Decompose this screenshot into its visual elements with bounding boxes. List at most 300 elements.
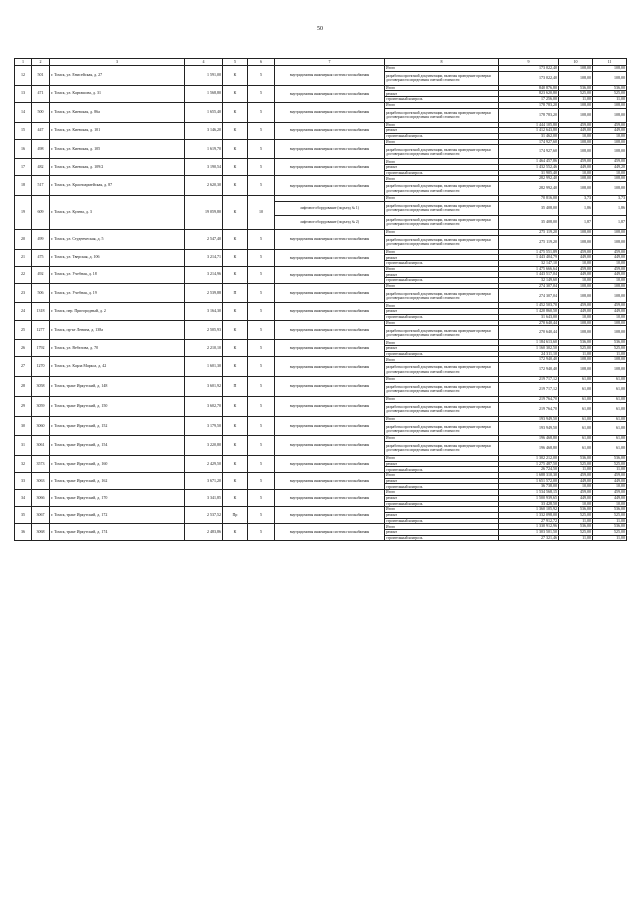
unit-cost: 108,00	[559, 182, 593, 196]
cost-sum: 823 620,80	[499, 91, 559, 97]
max-unit-cost: 61,00	[593, 396, 627, 402]
unit-cost: 61,00	[559, 377, 593, 383]
max-unit-cost: 108,00	[593, 139, 627, 145]
cost-sum: 24 311,10	[499, 351, 559, 357]
cost-sum: 178 783,20	[499, 102, 559, 108]
max-unit-cost: 108,00	[593, 182, 627, 196]
max-unit-cost: 61,00	[593, 402, 627, 416]
work-type: Итого	[385, 196, 499, 202]
row-number: 25	[15, 320, 32, 340]
unit-cost: 108,00	[559, 229, 593, 235]
total-area: 3 190,54	[185, 159, 223, 176]
cost-sum: 275 119,20	[499, 235, 559, 249]
wall-type: К	[223, 249, 248, 266]
house-id: 482	[32, 159, 50, 176]
max-unit-cost: 108,00	[593, 71, 627, 85]
system-name: внутридомовая инженерная система газоснабжения	[275, 436, 385, 456]
house-id: 1318	[32, 303, 50, 320]
cost-sum: 274 307,04	[499, 283, 559, 289]
capital-repair-table	[14, 58, 627, 541]
system-name: внутридомовая инженерная система газоснабжения	[275, 416, 385, 436]
max-unit-cost: 449,00	[593, 255, 627, 261]
unit-cost: 108,00	[559, 102, 593, 108]
row-number: 21	[15, 249, 32, 266]
total-area: 3 601,92	[185, 377, 223, 397]
max-unit-cost: 61,00	[593, 422, 627, 436]
cost-sum: 17 256,00	[499, 97, 559, 103]
header-cell: 7	[275, 59, 385, 66]
cost-sum: 173 022,40	[499, 71, 559, 85]
address: г. Томск, ул. Енисейская, д. 27	[50, 66, 185, 86]
total-area: 1 568,80	[185, 85, 223, 102]
total-area: 3 214,71	[185, 249, 223, 266]
row-number: 23	[15, 283, 32, 303]
unit-cost: 449,00	[559, 165, 593, 171]
cost-sum: 174 927,60	[499, 139, 559, 145]
address: г. Томск, ул. Киевская, д. 105	[50, 139, 185, 159]
unit-cost: 536,00	[559, 85, 593, 91]
address: г. Томск, пер. Пригородный, д. 2	[50, 303, 185, 320]
address: г. Томск, ул. Учебная, д. 18	[50, 266, 185, 283]
total-area: 19 059,80	[185, 196, 223, 230]
max-unit-cost: 3,73	[593, 196, 627, 202]
house-id: 471	[32, 85, 50, 102]
unit-cost: 459,00	[559, 490, 593, 496]
work-type: Итого	[385, 436, 499, 442]
cost-sum: 193 949,50	[499, 422, 559, 436]
wall-type: К	[223, 490, 248, 507]
table-body	[15, 66, 627, 541]
house-id: 500	[32, 102, 50, 122]
unit-cost: 108,00	[559, 235, 593, 249]
max-unit-cost: 108,00	[593, 283, 627, 289]
total-area: 1 655,40	[185, 102, 223, 122]
unit-cost: 10,00	[559, 484, 593, 490]
header-cell: 5	[223, 59, 248, 66]
floors: 5	[248, 66, 275, 86]
total-area: 2 483,86	[185, 524, 223, 541]
address: г. Томск, тракт Иркутский, д. 148	[50, 377, 185, 397]
cost-sum: 173 022,40	[499, 66, 559, 72]
unit-cost: 11,00	[559, 351, 593, 357]
house-id: 3060	[32, 416, 50, 436]
floors: 5	[248, 102, 275, 122]
header-cell: 3	[50, 59, 185, 66]
house-id: 1277	[32, 320, 50, 340]
address: г. Томск, тракт Иркутский, д. 150	[50, 396, 185, 416]
cost-sum: 270 640,44	[499, 320, 559, 326]
work-type: разработка проектной документации, включая проведение проверки достоверности определения сметной стоимости	[385, 145, 499, 159]
system-name: внутридомовая инженерная система газоснабжения	[275, 266, 385, 283]
work-type: Итого	[385, 66, 499, 72]
cost-sum: 1 420 860,50	[499, 309, 559, 315]
max-unit-cost: 449,00	[593, 478, 627, 484]
system-name: внутридомовая инженерная система газоснабжения	[275, 507, 385, 524]
total-area: 3 179,50	[185, 416, 223, 436]
cost-sum: 31 462,00	[499, 133, 559, 139]
unit-cost: 10,00	[559, 278, 593, 284]
total-area: 2 620,30	[185, 176, 223, 196]
work-type: строительный контроль	[385, 484, 499, 490]
cost-sum: 193 949,50	[499, 416, 559, 422]
row-number: 26	[15, 340, 32, 357]
cost-sum: 1 688 310,30	[499, 473, 559, 479]
column-number-row	[15, 59, 627, 66]
max-unit-cost: 459,00	[593, 159, 627, 165]
unit-cost: 108,00	[559, 363, 593, 377]
house-id: 498	[32, 139, 50, 159]
floors: 5	[248, 229, 275, 249]
unit-cost: 10,00	[559, 314, 593, 320]
wall-type: К	[223, 85, 248, 102]
unit-cost: 108,00	[559, 108, 593, 122]
max-unit-cost: 11,00	[593, 97, 627, 103]
work-type: разработка проектной документации, включая проведение проверки достоверности определения сметной стоимости	[385, 441, 499, 455]
work-type: Итого	[385, 320, 499, 326]
unit-cost: 525,00	[559, 91, 593, 97]
max-unit-cost: 1,87	[593, 215, 627, 229]
max-unit-cost: 11,00	[593, 518, 627, 524]
max-unit-cost: 108,00	[593, 145, 627, 159]
max-unit-cost: 108,00	[593, 102, 627, 108]
work-type: Итого	[385, 473, 499, 479]
work-type: Итого	[385, 176, 499, 182]
address: г. Томск, ул. Красноармейская, д. 87	[50, 176, 185, 196]
unit-cost: 108,00	[559, 71, 593, 85]
unit-cost: 449,00	[559, 128, 593, 134]
unit-cost: 10,00	[559, 260, 593, 266]
total-area: 1 591,00	[185, 66, 223, 86]
work-type: Итого	[385, 524, 499, 530]
max-unit-cost: 11,00	[593, 535, 627, 541]
work-type: Итого	[385, 377, 499, 383]
row-number: 28	[15, 377, 32, 397]
cost-sum: 274 307,04	[499, 289, 559, 303]
header-cell: 9	[499, 59, 559, 66]
house-id: 1792	[32, 340, 50, 357]
system-name: внутридомовая инженерная система газоснабжения	[275, 357, 385, 377]
floors: 5	[248, 436, 275, 456]
house-id: 475	[32, 249, 50, 266]
work-type: разработка проектной документации, включая проведение проверки достоверности определения сметной стоимости	[385, 326, 499, 340]
cost-sum: 1 444 105,80	[499, 122, 559, 128]
address: г. Томск, тракт Иркутский, д. 174	[50, 524, 185, 541]
system-name: внутридомовая инженерная система газоснабжения	[275, 102, 385, 122]
max-unit-cost: 61,00	[593, 382, 627, 396]
work-type: ремонт	[385, 512, 499, 518]
work-type: ремонт	[385, 345, 499, 351]
address: г. Томск, ул. Карла Маркса, д. 42	[50, 357, 185, 377]
floors: 5	[248, 357, 275, 377]
cost-sum: 219 717,12	[499, 377, 559, 383]
system-name: внутридомовая инженерная система газоснабжения	[275, 66, 385, 86]
unit-cost: 536,00	[559, 507, 593, 513]
unit-cost: 459,00	[559, 159, 593, 165]
cost-sum: 27 321,46	[499, 535, 559, 541]
header-cell: 2	[32, 59, 50, 66]
max-unit-cost: 459,00	[593, 303, 627, 309]
cost-sum: 196 468,80	[499, 441, 559, 455]
work-type: разработка проектной документации, включая проведение проверки достоверности определения сметной стоимости	[385, 289, 499, 303]
work-type: Итого	[385, 229, 499, 235]
address: г. Томск, тракт Иркутский, д. 160	[50, 455, 185, 472]
wall-type: К	[223, 436, 248, 456]
max-unit-cost: 108,00	[593, 326, 627, 340]
page-number: 50	[317, 26, 323, 32]
house-id: 506	[32, 283, 50, 303]
unit-cost: 449,00	[559, 272, 593, 278]
cost-sum: 33 428,50	[499, 501, 559, 507]
work-type: разработка проектной документации, включая проведение проверки достоверности определения сметной стоимости	[385, 108, 499, 122]
cost-sum: 35 408,00	[499, 201, 559, 215]
cost-sum: 70 816,00	[499, 196, 559, 202]
unit-cost: 525,00	[559, 345, 593, 351]
work-type: Итого	[385, 396, 499, 402]
work-type: разработка проектной документации, включая проведение проверки достоверности определения сметной стоимости	[385, 215, 499, 229]
house-id: 517	[32, 176, 50, 196]
unit-cost: 61,00	[559, 422, 593, 436]
cost-sum: 35 408,00	[499, 215, 559, 229]
work-type: ремонт	[385, 128, 499, 134]
house-id: 3066	[32, 490, 50, 507]
unit-cost: 459,00	[559, 473, 593, 479]
max-unit-cost: 525,00	[593, 530, 627, 536]
system-name: внутридомовая инженерная система газоснабжения	[275, 122, 385, 139]
wall-type: К	[223, 122, 248, 139]
max-unit-cost: 108,00	[593, 229, 627, 235]
unit-cost: 536,00	[559, 455, 593, 461]
unit-cost: 11,00	[559, 535, 593, 541]
unit-cost: 108,00	[559, 320, 593, 326]
system-name: лифтовое оборудование (подъезд № 1)	[275, 201, 385, 215]
address: г. Томск, тракт Иркутский, д. 170	[50, 490, 185, 507]
floors: 5	[248, 455, 275, 472]
house-id: 609	[32, 196, 50, 230]
wall-type: П	[223, 283, 248, 303]
work-type: разработка проектной документации, включая проведение проверки достоверности определения сметной стоимости	[385, 402, 499, 416]
cost-sum: 1 412 643,80	[499, 128, 559, 134]
cost-sum: 27 912,72	[499, 518, 559, 524]
floors: 5	[248, 159, 275, 176]
cost-sum: 1 303 501,50	[499, 530, 559, 536]
max-unit-cost: 536,00	[593, 507, 627, 513]
header-cell: 10	[559, 59, 593, 66]
row-number: 24	[15, 303, 32, 320]
house-id: 499	[32, 229, 50, 249]
unit-cost: 61,00	[559, 402, 593, 416]
system-name: внутридомовая инженерная система газоснабжения	[275, 524, 385, 541]
system-name: внутридомовая инженерная система газоснабжения	[275, 320, 385, 340]
wall-type: К	[223, 303, 248, 320]
unit-cost: 108,00	[559, 139, 593, 145]
floors: 5	[248, 266, 275, 283]
max-unit-cost: 108,00	[593, 66, 627, 72]
system-name: внутридомовая инженерная система газоснабжения	[275, 473, 385, 490]
cost-sum: 31 643,00	[499, 314, 559, 320]
system-name: внутридомовая инженерная система газоснабжения	[275, 159, 385, 176]
cost-sum: 178 783,20	[499, 108, 559, 122]
address: г. Томск, тракт Иркутский, д. 152	[50, 416, 185, 436]
work-type: строительный контроль	[385, 278, 499, 284]
unit-cost: 449,00	[559, 309, 593, 315]
cost-sum: 36 738,00	[499, 484, 559, 490]
work-type: Итого	[385, 266, 499, 272]
cost-sum: 219 717,12	[499, 382, 559, 396]
address: г. Томск, ул. Студенческая, д. 5	[50, 229, 185, 249]
cost-sum: 1 464 457,86	[499, 159, 559, 165]
max-unit-cost: 459,00	[593, 249, 627, 255]
work-type: ремонт	[385, 478, 499, 484]
unit-cost: 108,00	[559, 66, 593, 72]
max-unit-cost: 108,00	[593, 289, 627, 303]
wall-type: К	[223, 524, 248, 541]
floors: 5	[248, 396, 275, 416]
work-type: Итого	[385, 159, 499, 165]
wall-type: К	[223, 396, 248, 416]
cost-sum: 1 275 487,50	[499, 461, 559, 467]
max-unit-cost: 10,00	[593, 260, 627, 266]
max-unit-cost: 10,00	[593, 314, 627, 320]
address: г. Томск, ул. Тверская, д. 106	[50, 249, 185, 266]
address: г. Томск, ул. Киевская, д. 109/2	[50, 159, 185, 176]
max-unit-cost: 536,00	[593, 455, 627, 461]
max-unit-cost: 449,00	[593, 128, 627, 134]
cost-sum: 26 724,50	[499, 467, 559, 473]
address: г. Томск, пр-кт Ленина, д. 138а	[50, 320, 185, 340]
unit-cost: 11,00	[559, 97, 593, 103]
floors: 5	[248, 507, 275, 524]
unit-cost: 108,00	[559, 326, 593, 340]
total-area: 2 429,50	[185, 455, 223, 472]
cost-sum: 270 640,44	[499, 326, 559, 340]
work-type: разработка проектной документации, включая проведение проверки достоверности определения сметной стоимости	[385, 201, 499, 215]
unit-cost: 459,00	[559, 266, 593, 272]
house-id: 492	[32, 266, 50, 283]
cost-sum: 172 940,40	[499, 363, 559, 377]
wall-type: П	[223, 377, 248, 397]
cost-sum: 282 992,40	[499, 182, 559, 196]
max-unit-cost: 536,00	[593, 85, 627, 91]
wall-type: Пр	[223, 507, 248, 524]
system-name: внутридомовая инженерная система газоснабжения	[275, 176, 385, 196]
max-unit-cost: 449,00	[593, 495, 627, 501]
unit-cost: 10,00	[559, 133, 593, 139]
floors: 5	[248, 85, 275, 102]
max-unit-cost: 10,00	[593, 170, 627, 176]
wall-type: К	[223, 196, 248, 230]
row-number: 36	[15, 524, 32, 541]
row-number: 19	[15, 196, 32, 230]
unit-cost: 536,00	[559, 524, 593, 530]
wall-type: К	[223, 266, 248, 283]
wall-type: К	[223, 340, 248, 357]
floors: 5	[248, 139, 275, 159]
address: г. Томск, ул. Киевская, д. 86а	[50, 102, 185, 122]
cost-sum: 275 119,20	[499, 229, 559, 235]
work-type: Итого	[385, 85, 499, 91]
max-unit-cost: 536,00	[593, 340, 627, 346]
max-unit-cost: 10,00	[593, 278, 627, 284]
row-number: 30	[15, 416, 32, 436]
floors: 5	[248, 340, 275, 357]
max-unit-cost: 108,00	[593, 235, 627, 249]
max-unit-cost: 11,00	[593, 467, 627, 473]
header-cell: 11	[593, 59, 627, 66]
max-unit-cost: 108,00	[593, 363, 627, 377]
house-id: 3068	[32, 524, 50, 541]
total-area: 3 146,20	[185, 122, 223, 139]
address: г. Томск, ул. Кулева, д. 3	[50, 196, 185, 230]
house-id: 3067	[32, 507, 50, 524]
unit-cost: 525,00	[559, 530, 593, 536]
floors: 5	[248, 249, 275, 266]
unit-cost: 11,00	[559, 518, 593, 524]
system-name: внутридомовая инженерная система газоснабжения	[275, 229, 385, 249]
work-type: Итого	[385, 357, 499, 363]
house-id: 3061	[32, 436, 50, 456]
total-area: 3 602,70	[185, 396, 223, 416]
max-unit-cost: 449,20	[593, 165, 627, 171]
cost-sum: 196 468,80	[499, 436, 559, 442]
work-type: строительный контроль	[385, 501, 499, 507]
cost-sum: 1 443 517,04	[499, 272, 559, 278]
floors: 5	[248, 283, 275, 303]
house-id: 501	[32, 66, 50, 86]
wall-type: К	[223, 139, 248, 159]
wall-type: К	[223, 320, 248, 340]
total-area: 2 537,52	[185, 507, 223, 524]
unit-cost: 459,00	[559, 249, 593, 255]
work-type: разработка проектной документации, включая проведение проверки достоверности определения сметной стоимости	[385, 363, 499, 377]
address: г. Томск, тракт Иркутский, д. 172	[50, 507, 185, 524]
wall-type: К	[223, 102, 248, 122]
wall-type: К	[223, 159, 248, 176]
max-unit-cost: 108,00	[593, 108, 627, 122]
house-id: 3063	[32, 473, 50, 490]
row-number: 32	[15, 455, 32, 472]
work-type: Итого	[385, 490, 499, 496]
work-type: ремонт	[385, 91, 499, 97]
unit-cost: 61,00	[559, 441, 593, 455]
max-unit-cost: 10,00	[593, 484, 627, 490]
total-area: 1 601,30	[185, 357, 223, 377]
house-id: 447	[32, 122, 50, 139]
house-id: 3058	[32, 377, 50, 397]
wall-type: К	[223, 473, 248, 490]
work-type: ремонт	[385, 461, 499, 467]
max-unit-cost: 525,00	[593, 512, 627, 518]
wall-type: К	[223, 357, 248, 377]
max-unit-cost: 10,00	[593, 501, 627, 507]
max-unit-cost: 61,00	[593, 436, 627, 442]
cost-sum: 1 302 212,00	[499, 455, 559, 461]
system-name: внутридомовая инженерная система газоснабжения	[275, 455, 385, 472]
work-type: строительный контроль	[385, 467, 499, 473]
work-type: разработка проектной документации, включая проведение проверки достоверности определения сметной стоимости	[385, 235, 499, 249]
cost-sum: 32 147,10	[499, 260, 559, 266]
work-type: Итого	[385, 303, 499, 309]
header-cell: 8	[385, 59, 499, 66]
work-type: Итого	[385, 283, 499, 289]
cost-sum: 1 475 551,89	[499, 249, 559, 255]
max-unit-cost: 525,00	[593, 345, 627, 351]
total-area: 3 671,20	[185, 473, 223, 490]
unit-cost: 525,00	[559, 461, 593, 467]
wall-type: К	[223, 229, 248, 249]
max-unit-cost: 61,00	[593, 377, 627, 383]
header-cell: 1	[15, 59, 32, 66]
row-number: 34	[15, 490, 32, 507]
